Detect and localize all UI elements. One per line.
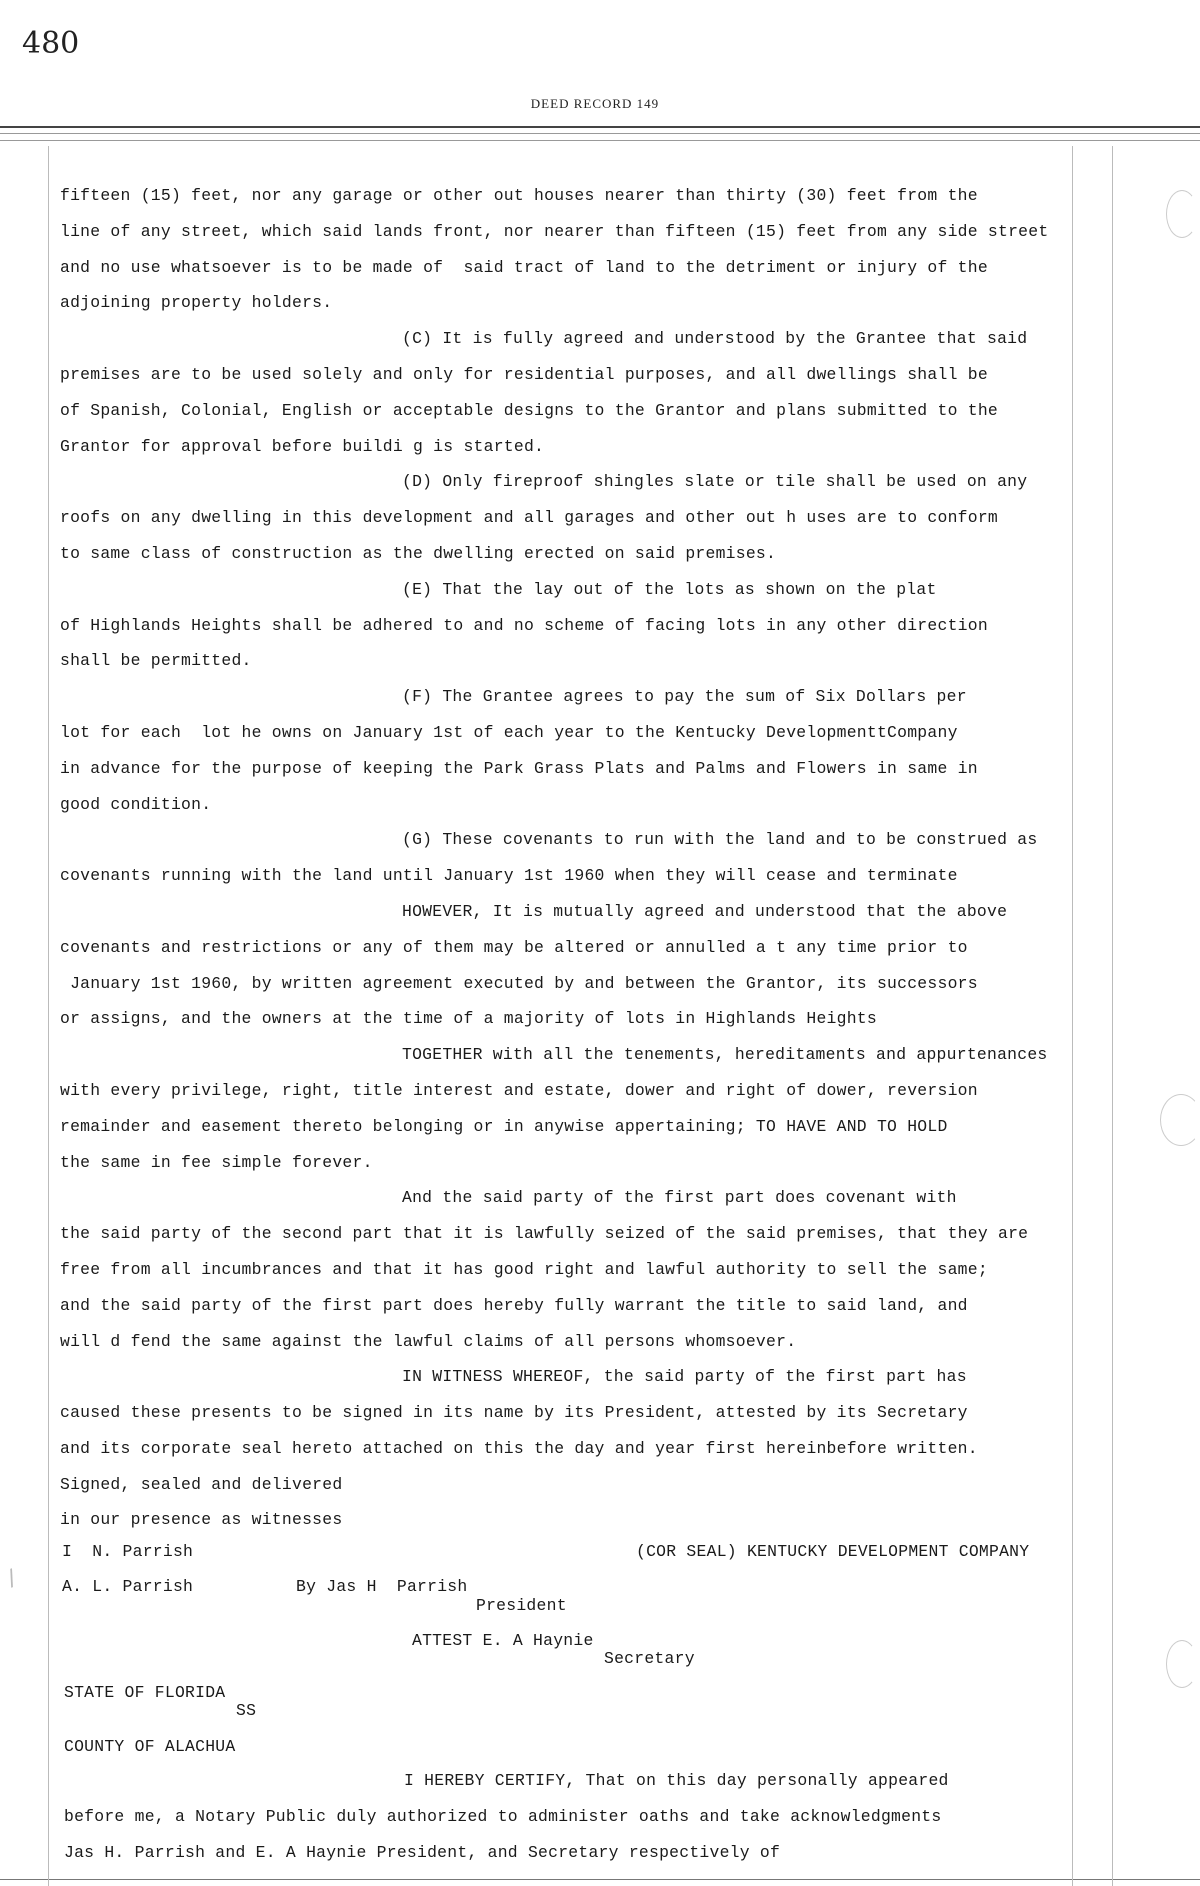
text-line: And the said party of the first part does covenant with [402, 1188, 957, 1208]
witness-name: I N. Parrish [62, 1542, 194, 1561]
margin-check-mark: / [3, 1565, 20, 1592]
text-line: covenants and restrictions or any of them may be altered or annulled a t any time prior to [60, 937, 968, 957]
corporate-seal-company: (COR SEAL) KENTUCKY DEVELOPMENT COMPANY [636, 1542, 1030, 1561]
margin-arc-mark [1166, 1640, 1198, 1688]
witness-name: A. L. Parrish [62, 1577, 194, 1596]
margin-arc-mark [1166, 190, 1198, 238]
text-line: and no use whatsoever is to be made of said tract of land to the detriment or injury of the [60, 257, 988, 277]
president-signature: By Jas H Parrish [296, 1577, 468, 1596]
margin-arc-mark [1160, 1094, 1200, 1146]
text-line: roofs on any dwelling in this development and all garages and other out h uses are to conform [60, 508, 998, 528]
page-number: 480 [22, 26, 80, 61]
acknowledgment-line: Jas H. Parrish and E. A Haynie President, and Secretary respectively of [64, 1843, 781, 1862]
text-line: and its corporate seal hereto attached on this the day and year first hereinbefore written. [60, 1438, 978, 1458]
text-line: premises are to be used solely and only for residential purposes, and all dwellings shall be [60, 364, 988, 384]
text-line: (F) The Grantee agrees to pay the sum of Six Dollars per [402, 687, 967, 707]
header-rule-bottom [0, 140, 1200, 141]
text-line: (D) Only fireproof shingles slate or tile shall be used on any [402, 472, 1028, 492]
secretary-title: Secretary [604, 1649, 695, 1668]
text-line: good condition. [60, 794, 212, 814]
text-line: free from all incumbrances and that it has good right and lawful authority to sell the same; [60, 1259, 988, 1279]
text-line: remainder and easement thereto belonging or in anywise appertaining; TO HAVE AND TO HOLD [60, 1116, 948, 1136]
acknowledgment-line: I HEREBY CERTIFY, That on this day personally appeared [404, 1771, 949, 1790]
text-line: the same in fee simple forever. [60, 1152, 373, 1172]
running-header: DEED RECORD 149 [530, 96, 660, 111]
text-line: (G) These covenants to run with the land and to be construed as [402, 830, 1038, 850]
deed-body-text [60, 178, 1120, 1538]
text-line: fifteen (15) feet, nor any garage or other out houses nearer than thirty (30) feet from the [60, 186, 978, 205]
header-rule-top [0, 126, 1200, 128]
acknowledgment-line: before me, a Notary Public duly authorized to administer oaths and take acknowledgments [64, 1807, 942, 1826]
text-line: in our presence as witnesses [60, 1510, 343, 1530]
text-line: Grantor for approval before buildi g is started. [60, 436, 545, 456]
text-line: and the said party of the first part does hereby fully warrant the title to said land, and [60, 1295, 968, 1315]
text-line: in advance for the purpose of keeping the Park Grass Plats and Palms and Flowers in same in [60, 758, 978, 778]
venue-state: STATE OF FLORIDA [64, 1683, 226, 1702]
text-line: (E) That the lay out of the lots as shown on the plat [402, 579, 937, 599]
text-line: TOGETHER with all the tenements, hereditaments and appurtenances [402, 1045, 1048, 1065]
text-line: or assigns, and the owners at the time of a majority of lots in Highlands Heights [60, 1009, 877, 1029]
attest-signature: ATTEST E. A Haynie [412, 1631, 594, 1650]
text-line: shall be permitted. [60, 651, 252, 671]
text-line: Signed, sealed and delivered [60, 1474, 343, 1494]
text-line: adjoining property holders. [60, 293, 333, 313]
venue-ss: SS [236, 1701, 257, 1720]
text-line: (C) It is fully agreed and understood by the Grantee that said [402, 329, 1028, 349]
footer-rule [0, 1879, 1200, 1880]
text-line: IN WITNESS WHEREOF, the said party of the first part has [402, 1367, 967, 1387]
text-line: to same class of construction as the dwelling erected on said premises. [60, 543, 777, 563]
text-line: with every privilege, right, title interest and estate, dower and right of dower, reversion [60, 1080, 978, 1100]
text-line: January 1st 1960, by written agreement executed by and between the Grantor, its successors [60, 973, 978, 993]
text-line: line of any street, which said lands front, nor nearer than fifteen (15) feet from any side street [60, 221, 1049, 241]
text-line: HOWEVER, It is mutually agreed and understood that the above [402, 901, 1008, 921]
text-line: of Highlands Heights shall be adhered to and no scheme of facing lots in any other direction [60, 615, 988, 635]
text-line: lot for each lot he owns on January 1st of each year to the Kentucky DevelopmenttCompany [60, 722, 958, 742]
left-margin-line [48, 146, 49, 1886]
venue-county: COUNTY OF ALACHUA [64, 1737, 236, 1756]
text-line: of Spanish, Colonial, English or acceptable designs to the Grantor and plans submitted to the [60, 400, 998, 420]
text-line: the said party of the second part that it is lawfully seized of the said premises, that they are [60, 1224, 1029, 1244]
text-line: will d fend the same against the lawful claims of all persons whomsoever. [60, 1331, 797, 1351]
text-line: covenants running with the land until January 1st 1960 when they will cease and terminate [60, 866, 958, 886]
header-rule-middle [0, 133, 1200, 134]
text-line: caused these presents to be signed in its name by its President, attested by its Secretary [60, 1403, 968, 1423]
president-title: President [476, 1596, 567, 1615]
